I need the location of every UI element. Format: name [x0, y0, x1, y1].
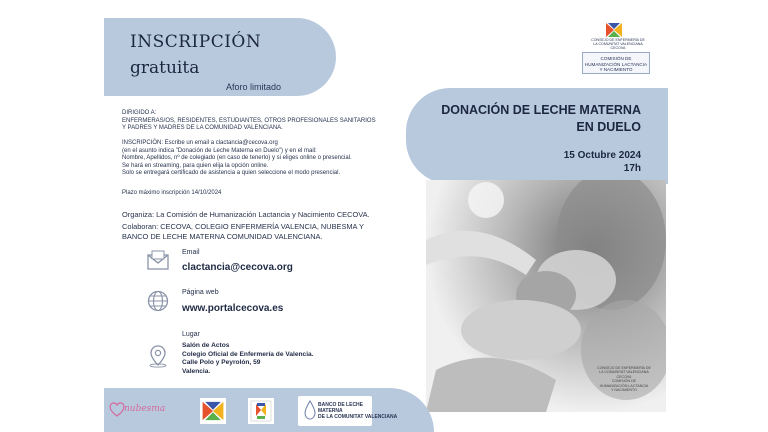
lugar-value: Salón de Actos Colegio Oficial de Enfermería de Valencia. Calle Polo y Peyrolón, 59 Valencia. [182, 342, 314, 375]
organiza-text: Organiza: La Comisión de Humanización Lactancia y Nacimiento CECOVA. [122, 210, 370, 219]
cecova-logo-icon [604, 22, 624, 38]
location-pin-icon [146, 344, 170, 368]
dirigido-text: DIRIGIDO A: ENFERMERAS/OS, RESIDENTES, ESTUDIANTES, OTROS PROFESIONALES SANITARIOS Y PADRES Y MADRES DE LA COMUNIDAD VALENCIANA. [122, 110, 376, 131]
header-pill [104, 18, 336, 96]
aforo-text: Aforo limitado [226, 82, 282, 92]
colegio-logo-icon [248, 398, 274, 424]
lugar-label: Lugar [182, 331, 200, 338]
colaboran-text: Colaboran: CECOVA, COLEGIO ENFERMERÍA VALENCIA, NUBESMA Y BANCO DE LECHE MATERNA COMUNIDAD VALENCIANA. [122, 222, 364, 241]
cecova-footer-logo-icon [200, 398, 226, 424]
web-value[interactable]: www.portalcecova.es [182, 303, 284, 314]
email-value[interactable]: clactancia@cecova.org [182, 262, 293, 273]
banco-leche-text: BANCO DE LECHE MATERNA DE LA COMUNITAT VALENCIANA [318, 402, 398, 420]
colegio-footer-logo [248, 398, 274, 424]
milk-drop-icon [303, 400, 317, 420]
web-label: Página web [182, 289, 219, 296]
event-date: 15 Octubre 2024 [563, 150, 641, 161]
plazo-text: Plazo máximo inscripción 14/10/2024 [122, 190, 222, 196]
email-label: Email [182, 249, 200, 256]
inscripcion-text: INSCRIPCIÓN: Escribe un email a clactancia@cecova.org (en el asunto indica "Donación de Leche Materna en Duelo") y en el mail: Nombre, Apellidos, nº de colegiado (en caso de tenerlo) y si eliges online o presencial. Se hará en streaming, para quien elija la opción online. Solo se entregará certificado de asistencia a quien seleccione el modo presencial. [122, 140, 352, 176]
photo-watermark-logo: CONSEJO DE ENFERMERÍA DE LA COMUNITAT VALENCIANA CECOVA COMISIÓN DE HUMANIZACIÓN LACTANCIA Y NACIMIENTO [597, 366, 651, 393]
comision-box: COMISIÓN DE HUMANIZACIÓN LACTANCIA Y NACIMIENTO [582, 52, 650, 74]
header-title: INSCRIPCIÓN [130, 32, 262, 52]
globe-icon [146, 289, 170, 313]
cecova-logo-text: CONSEJO DE ENFERMERÍA DE LA COMUNITAT VALENCIANA CECOVA [591, 38, 645, 51]
email-icon [146, 249, 170, 273]
event-time: 17h [623, 163, 641, 174]
cecova-footer-logo [200, 398, 226, 424]
header-subtitle: gratuita [130, 58, 200, 78]
nubesma-logo-text: nubesma [124, 404, 166, 414]
event-title: DONACIÓN DE LECHE MATERNA EN DUELO [441, 103, 641, 134]
